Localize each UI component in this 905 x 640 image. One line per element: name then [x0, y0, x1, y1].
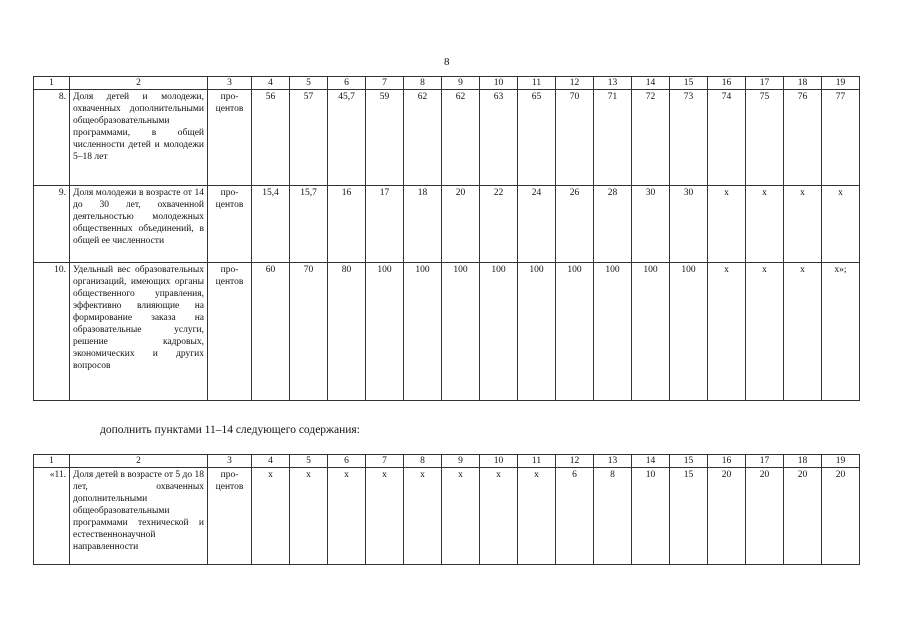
value-cell: 15,7 — [290, 186, 328, 263]
column-number-cell: 18 — [784, 77, 822, 90]
value-cell: 72 — [632, 90, 670, 186]
column-number-cell: 4 — [252, 77, 290, 90]
indicator-name: Доля детей в возрасте от 5 до 18 лет, охваченных дополнительными общеобразовательными программами технической и естественнонаучной направленности — [70, 468, 208, 565]
column-number-cell: 2 — [70, 77, 208, 90]
value-cell: 71 — [594, 90, 632, 186]
value-cell: 6 — [556, 468, 594, 565]
row-index: «11. — [34, 468, 70, 565]
value-cell: x — [784, 186, 822, 263]
column-number-cell: 18 — [784, 455, 822, 468]
value-cell: 15,4 — [252, 186, 290, 263]
value-cell: 16 — [328, 186, 366, 263]
value-cell: 62 — [442, 90, 480, 186]
column-number-cell: 10 — [480, 77, 518, 90]
column-number-cell: 5 — [290, 77, 328, 90]
column-number-cell: 8 — [404, 455, 442, 468]
value-cell: x — [480, 468, 518, 565]
value-cell: x — [708, 186, 746, 263]
value-cell: 59 — [366, 90, 404, 186]
value-cell: 74 — [708, 90, 746, 186]
indicators-table-top — [33, 76, 860, 401]
value-cell: 17 — [366, 186, 404, 263]
column-number-cell: 9 — [442, 77, 480, 90]
value-cell: 70 — [290, 263, 328, 401]
value-cell: 100 — [480, 263, 518, 401]
row-index: 9. — [34, 186, 70, 263]
unit-cell: про-центов — [208, 468, 252, 565]
table-row — [34, 263, 860, 401]
column-number-cell: 15 — [670, 455, 708, 468]
value-cell: x — [442, 468, 480, 565]
value-cell: 100 — [442, 263, 480, 401]
column-number-cell: 8 — [404, 77, 442, 90]
value-cell: 45,7 — [328, 90, 366, 186]
value-cell: 8 — [594, 468, 632, 565]
column-number-cell: 2 — [70, 455, 208, 468]
unit-cell: про-центов — [208, 90, 252, 186]
value-cell: x — [328, 468, 366, 565]
column-number-cell: 1 — [34, 77, 70, 90]
page-number: 8 — [444, 56, 450, 68]
value-cell: x — [784, 263, 822, 401]
column-number-cell: 12 — [556, 455, 594, 468]
column-number-cell: 9 — [442, 455, 480, 468]
value-cell: x — [746, 263, 784, 401]
value-cell: 80 — [328, 263, 366, 401]
value-cell: 73 — [670, 90, 708, 186]
column-number-cell: 13 — [594, 77, 632, 90]
value-cell: x — [290, 468, 328, 565]
value-cell: 20 — [442, 186, 480, 263]
value-cell: 75 — [746, 90, 784, 186]
column-number-cell: 7 — [366, 455, 404, 468]
column-number-cell: 1 — [34, 455, 70, 468]
value-cell: 76 — [784, 90, 822, 186]
column-number-cell: 19 — [822, 455, 860, 468]
value-cell: 63 — [480, 90, 518, 186]
value-cell: 15 — [670, 468, 708, 565]
value-cell: 100 — [632, 263, 670, 401]
column-number-cell: 10 — [480, 455, 518, 468]
value-cell: 56 — [252, 90, 290, 186]
value-cell: x — [404, 468, 442, 565]
value-cell: 100 — [404, 263, 442, 401]
column-number-cell: 17 — [746, 77, 784, 90]
value-cell: 77 — [822, 90, 860, 186]
column-number-cell: 19 — [822, 77, 860, 90]
value-cell: 20 — [746, 468, 784, 565]
value-cell: 57 — [290, 90, 328, 186]
column-number-cell: 3 — [208, 77, 252, 90]
value-cell: 100 — [556, 263, 594, 401]
column-number-cell: 3 — [208, 455, 252, 468]
column-number-cell: 12 — [556, 77, 594, 90]
column-number-cell: 5 — [290, 455, 328, 468]
value-cell: 30 — [670, 186, 708, 263]
value-cell: 100 — [670, 263, 708, 401]
column-number-row — [34, 455, 860, 468]
value-cell: x — [822, 186, 860, 263]
value-cell: 100 — [366, 263, 404, 401]
column-number-cell: 6 — [328, 77, 366, 90]
value-cell: 100 — [518, 263, 556, 401]
unit-cell: про-центов — [208, 186, 252, 263]
value-cell: 28 — [594, 186, 632, 263]
column-number-cell: 14 — [632, 455, 670, 468]
column-number-cell: 17 — [746, 455, 784, 468]
indicator-name: Доля детей и молодежи, охваченных дополнительными общеобразовательными программами, в общей численности детей и молодежи 5–18 лет — [70, 90, 208, 186]
indicators-table-bottom — [33, 454, 860, 565]
value-cell: 10 — [632, 468, 670, 565]
row-index: 8. — [34, 90, 70, 186]
value-cell: x — [746, 186, 784, 263]
table-row — [34, 186, 860, 263]
row-index: 10. — [34, 263, 70, 401]
column-number-cell: 16 — [708, 455, 746, 468]
column-number-row — [34, 77, 860, 90]
column-number-cell: 6 — [328, 455, 366, 468]
value-cell: 65 — [518, 90, 556, 186]
indicator-name: Удельный вес образовательных организаций, имеющих органы общественного управления, эффективно влияющие на формирование заказа на образовательные услуги, решение кадровых, экономических и других вопросов — [70, 263, 208, 401]
value-cell: 18 — [404, 186, 442, 263]
value-cell: 70 — [556, 90, 594, 186]
value-cell: x — [708, 263, 746, 401]
value-cell: x — [252, 468, 290, 565]
value-cell: 20 — [708, 468, 746, 565]
value-cell: 22 — [480, 186, 518, 263]
table-row — [34, 468, 860, 565]
unit-cell: про-центов — [208, 263, 252, 401]
value-cell: x»; — [822, 263, 860, 401]
column-number-cell: 11 — [518, 77, 556, 90]
column-number-cell: 16 — [708, 77, 746, 90]
value-cell: 60 — [252, 263, 290, 401]
value-cell: 20 — [784, 468, 822, 565]
column-number-cell: 11 — [518, 455, 556, 468]
column-number-cell: 14 — [632, 77, 670, 90]
value-cell: 30 — [632, 186, 670, 263]
value-cell: 26 — [556, 186, 594, 263]
column-number-cell: 13 — [594, 455, 632, 468]
value-cell: 62 — [404, 90, 442, 186]
column-number-cell: 4 — [252, 455, 290, 468]
value-cell: 24 — [518, 186, 556, 263]
value-cell: x — [366, 468, 404, 565]
indicator-name: Доля молодежи в возрасте от 14 до 30 лет, охваченной деятельностью молодежных общественных объединений, в общей ее численности — [70, 186, 208, 263]
value-cell: 20 — [822, 468, 860, 565]
table-row — [34, 90, 860, 186]
amendment-text: дополнить пунктами 11–14 следующего содержания: — [100, 424, 360, 436]
column-number-cell: 7 — [366, 77, 404, 90]
column-number-cell: 15 — [670, 77, 708, 90]
value-cell: 100 — [594, 263, 632, 401]
value-cell: x — [518, 468, 556, 565]
